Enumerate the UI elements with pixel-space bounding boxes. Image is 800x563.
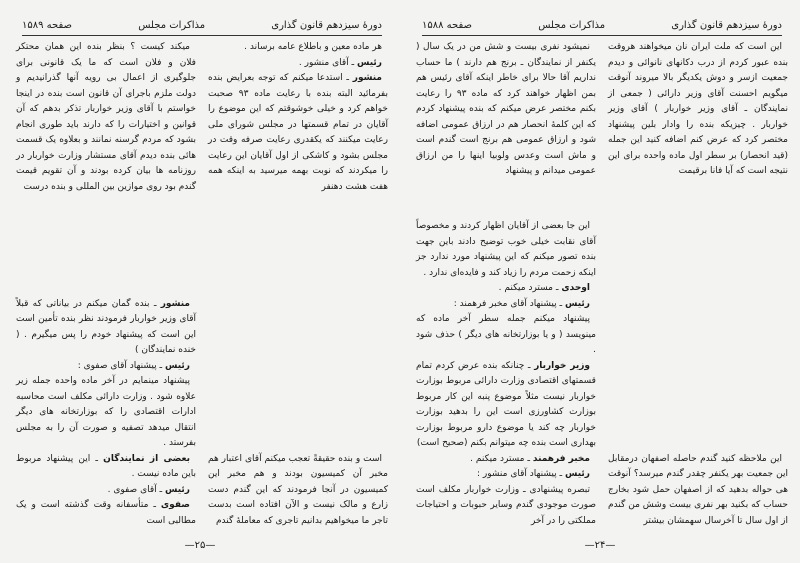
paragraph <box>416 452 596 468</box>
paragraph-text: ـ بنده گمان میکنم در بیاناتی که قبلاً آقای وزیر خواربار فرمودند نظر بنده تأمین است این است که پیشنهاد خودم را پس میگیرم . ( خنده نمایندگان ) <box>16 298 196 355</box>
speaker-name: منشور <box>352 73 382 83</box>
paragraph <box>16 498 196 529</box>
speaker-name: رئیس <box>565 298 590 309</box>
speaker-name: رئیس <box>357 57 382 68</box>
paragraph-text: ـ پیشنهاد آقای مخبر فرهمند : <box>453 298 563 309</box>
speaker-name: منشور <box>160 298 190 309</box>
paragraph <box>16 483 196 499</box>
text-columns <box>16 40 388 529</box>
paragraph-text: تبصره پیشنهادی ـ وزارت خواربار مکلف است صورت موجودی گندم وسایر حبوبات و احتیاجات مملکتی را در آخر <box>416 484 596 526</box>
paragraph-text: ـ استدعا میکنم که توجه بعرایض بنده بفرمائید البته بنده با رعایت ماده ۹۳ صحبت خواهم کرد و خیلی خوشوقتم که این موضوع را آقایان در تمام قسمتها در مجلس شورای ملی رعایت میکنند که یکقدری رعایت صرفه وقت در مجلس بشود و کاشکی از اول آقایان این رعایت را میکردند که نوبت بهمه میرسید به اینکه همه هفت هشت دهنفر <box>208 73 388 192</box>
paragraph <box>16 452 196 483</box>
column-top <box>608 40 788 180</box>
text-column <box>416 40 596 529</box>
paragraph-text: است و بنده حقیقةً تعجب میکنم آقای اعتبار هم مخبر آن کمیسیون بودند و هم مخبر این کمیسیون در آنجا فرمودند که این گندم دست زارع و مالک نیست و الآن افتاده است بدست تاجر ما میخواهیم بدانیم تاجری که معاملهٔ گندم <box>208 453 388 526</box>
page-number: صفحه ۱۵۸۸ <box>422 19 473 31</box>
paragraph <box>416 359 596 452</box>
page-header <box>422 15 782 36</box>
paragraph-text: هر ماده معین و باطلاع عامه برساند . <box>244 42 382 52</box>
paragraph-text: ـ آقای صفوی . <box>107 484 163 495</box>
speaker-name: بعضی از نمایندگان <box>103 453 190 464</box>
paragraph-text: ـ پیشنهاد آقای صفوی : <box>77 360 163 371</box>
paragraph-text: ـ مسترد میکنم . <box>498 283 559 293</box>
speaker-name: صفوی <box>160 500 190 510</box>
paragraph <box>608 40 788 180</box>
speaker-name: اوحدی <box>561 283 590 293</box>
period-label: دورهٔ سیزدهم قانون گذاری <box>271 19 382 31</box>
column-bottom <box>16 297 196 530</box>
proceedings-title: مذاکرات مجلس <box>538 19 606 31</box>
paragraph-text: نمیشود نفری بیست و شش من در یک سال ( یکنفر از نمایندگان ـ برنج هم دارند ) ما حساب نداریم آقا حالا برای خاطر اینکه آقای رئیس هم بمن اظهار خواهند کرد که ماده ۹۳ را رعایت بکنم مختصر عرض میکنم که بنده پیشنهاد کردم که این کلمهٔ انحصار هم در ارزاق عمومی اضافه شود و ارزاق عمومی هم برنج است گندم است و ماش است وعدس ولوبیا اینها را من ارزاق عمومی میدانم و پیشنهاد <box>416 42 596 176</box>
paragraph-text: این جا بعضی از آقایان اظهار کردند و مخصوصاً آقای نقابت خیلی خوب توضیح دادند باین جهت بنده تصور میکنم که این پیشنهاد مورد ندارد جز اینکه زحمت مردم را زیاد کند و فایده‌ای ندارد . <box>416 221 596 278</box>
paragraph-text: ـ مسترد میکنم . <box>470 453 531 464</box>
paragraph <box>16 374 196 452</box>
column-bottom <box>208 452 388 530</box>
paragraph <box>16 297 196 359</box>
text-columns <box>416 40 788 529</box>
paragraph-text: پیشنهاد مینمایم در آخر ماده واحده جمله زیر علاوه شود . وزارت دارائی مکلف است محاسبه ادارات اقتصادی را که بوزارتخانه های دیگر انتقال میدهد تصفیه و صورت آن را به مجلس بفرستد . <box>16 376 196 448</box>
paragraph-text: ـ متأسفانه وقت گذشته است و یک مطالبی است <box>16 500 196 526</box>
text-column <box>208 40 388 529</box>
paragraph-text: ـ چنانکه بنده عرض کردم تمام قسمتهای اقتصادی وزارت دارائی مربوط بوزارت خواربار نیست مثلاً موضوع پنبه این کار مربوط بوزارت کشاورزی است این را بدهید بوزارت خواربار چه کند یا موضوع دارو مربوط بوزارت بهداری است بنده چه میتوانم بکنم (صحیح است) <box>416 360 596 448</box>
paragraph <box>16 40 196 195</box>
column-top <box>208 40 388 195</box>
paragraph <box>416 483 596 530</box>
paragraph <box>416 467 596 483</box>
paragraph <box>416 312 596 359</box>
paragraph-text: ـ آقای منشور . <box>298 57 355 68</box>
page-footer-number: —۲۴— <box>584 540 616 551</box>
paragraph <box>416 281 596 297</box>
column-top <box>416 40 596 180</box>
paragraph <box>416 40 596 180</box>
column-bottom <box>416 219 596 529</box>
column-top <box>16 40 196 195</box>
speaker-name: رئیس <box>165 484 190 495</box>
page-footer-number: —۲۵— <box>184 540 216 551</box>
paragraph-text: این است که ملت ایران نان میخواهند هروقت بنده عبور کردم از درب دکانهای نانوائی و دیدم جمعیت ازسر و دوش یکدیگر بالا میروند آنوقت میگویم احسنت آقای وزیر دارائی ( جمعی از نمایندگان ـ آقای وزیر خواربار ) آقای وزیر خواربار . چیزیکه بنده را وادار بلین پیشنهاد مختصر کرد که عرض کنم اضافه کنید این جمله (قید انحصار) بر سطر اول ماده واحده برای این نتیجه است که آیا فانا برقیمت <box>608 42 788 176</box>
text-column <box>608 40 788 529</box>
speaker-name: مخبر فرهمند <box>532 453 590 464</box>
column-bottom <box>608 452 788 530</box>
paragraph-text: پیشنهاد میکنم جمله سطر آخر ماده که مینویسد ( و یا بوزارتخانه های دیگر ) حذف شود . <box>416 314 596 355</box>
page-number: صفحه ۱۵۸۹ <box>22 19 73 31</box>
paragraph-text: میکند کیست ؟ بنظر بنده این همان محتکر فلان و فلان است که ما یک قانونی برای جلوگیری از اعمال بی رویه آنها گذرانیدیم و دولت ملزم باجرای آن قانون است بنده در اینجا خواستم با آقای وزیر خواربار تذکر بدهم که آن قوانین و اختیارات را که دارند باید طوری انجام بشود که مردم گرسنه نمانند و بعلاوه یک قسمت هائی بنده دیدم آقای مستشار وزارت خواربار در روزنامه ها بیان کرده بودند و آن تقویم قیمت گندم بود روی موازین بین المللی و بنده درست <box>16 42 196 192</box>
paragraph <box>208 56 388 72</box>
text-column <box>16 40 196 529</box>
speaker-name: رئیس <box>565 469 590 479</box>
speaker-name: وزیر خواربار <box>534 360 590 371</box>
period-label: دورهٔ سیزدهم قانون گذاری <box>671 19 782 31</box>
paragraph-text: این ملاحظه کنید گندم حاصله اصفهان درمقابل این جمعیت بهر یکنفر چقدر گندم میرسد؟ آنوقت هی حواله بدهید که از اصفهان حمل شود بخارج حساب که بکنید بهر نفری بیست وشش من گندم از اول سال تا آخرسال سهمشان بیشتر <box>608 453 788 526</box>
paragraph <box>208 71 388 195</box>
paragraph <box>416 297 596 313</box>
page-header <box>22 15 382 36</box>
paragraph <box>608 452 788 530</box>
paragraph <box>208 452 388 530</box>
paragraph-text: ـ این پیشنهاد مربوط باین ماده نیست . <box>16 453 196 479</box>
paragraph <box>416 219 596 281</box>
speaker-name: رئیس <box>165 360 190 371</box>
paragraph <box>16 359 196 375</box>
page-1588 <box>400 0 800 563</box>
paragraph <box>208 40 388 56</box>
paragraph-text: ـ پیشنهاد آقای منشور : <box>477 469 563 479</box>
proceedings-title: مذاکرات مجلس <box>138 19 206 31</box>
